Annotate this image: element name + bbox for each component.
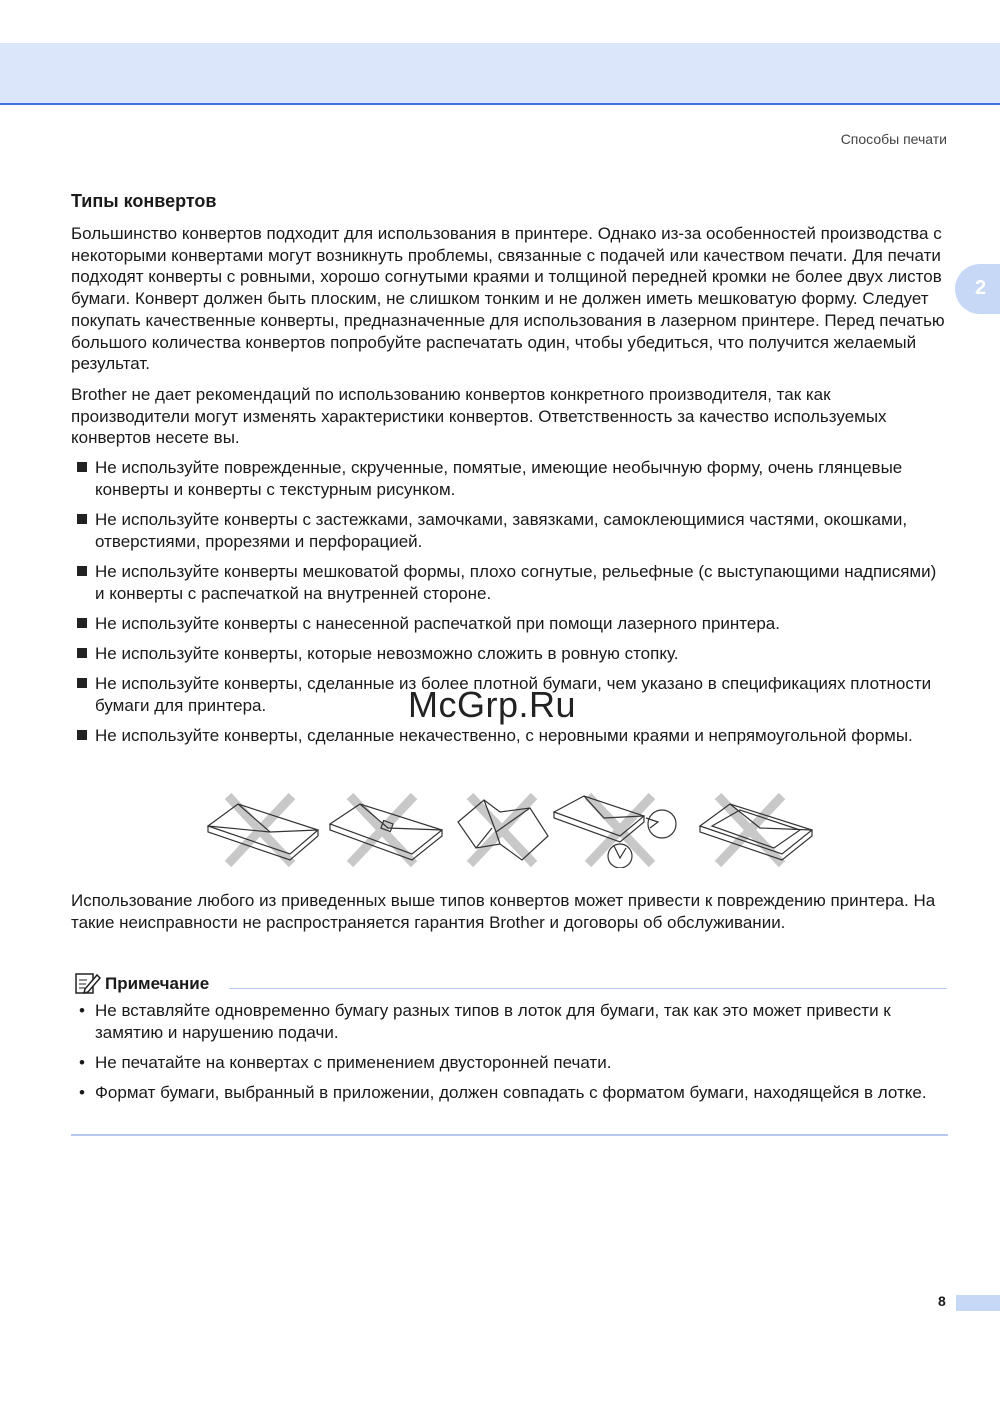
running-head: Способы печати	[840, 131, 947, 147]
chapter-number: 2	[975, 277, 987, 299]
note-end-divider	[71, 1134, 948, 1136]
note-divider	[229, 988, 947, 989]
list-item: Не используйте конверты с нанесенной распечаткой при помощи лазерного принтера.	[71, 613, 949, 635]
note-title: Примечание	[105, 974, 210, 993]
list-item: Не используйте конверты мешковатой формы, плохо согнутые, рельефные (с выступающими надписями) и конверты с распечаткой на внутренней стороне.	[71, 561, 949, 604]
cross-icon	[228, 796, 292, 864]
damage-warning-paragraph: Использование любого из приведенных выше типов конвертов может привести к повреждению принтера. На такие неисправности не распространяется гарантия Brother и договоры об обслуживании.	[71, 891, 936, 932]
unsuitable-envelopes-illustration	[200, 788, 820, 868]
list-item: Не используйте конверты, сделанные некачественно, с неровными краями и непрямоугольной формы.	[71, 725, 949, 747]
watermark: McGrp.Ru	[408, 684, 577, 725]
list-item: Не используйте поврежденные, скрученные, помятые, имеющие необычную форму, очень глянцевые конверты и конверты с текстурным рисунком.	[71, 457, 949, 500]
pencil-note-icon	[73, 971, 101, 995]
cross-icon	[350, 796, 414, 864]
cross-icon	[588, 796, 652, 864]
section-title: Типы конвертов	[71, 191, 217, 211]
brother-paragraph: Brother не дает рекомендаций по использованию конвертов конкретного производителя, так как производители могут изменять характеристики конвертов. Ответственность за качество используемых конвертов несете вы.	[71, 385, 887, 448]
intro-paragraph: Большинство конвертов подходит для использования в принтере. Однако из-за особенностей производства с некоторыми конвертами могут возникнуть проблемы, связанные с подачей или качеством печати. Для печати подходят конверты с ровными, хорошо согнутыми краями и толщиной передней кромки не более двух листов бумаги. Конверт должен быть плоским, не слишком тонким и не должен иметь мешковатую форму. Следует покупать качественные конверты, предназначенные для использования в лазерном принтере. Перед печатью большого количества конвертов попробуйте распечатать один, чтобы убедиться, что получится желаемый результат.	[71, 224, 945, 374]
list-item: • Не вставляйте одновременно бумагу разных типов в лоток для бумаги, так как это может привести к замятию и нарушению подачи.	[71, 1000, 949, 1043]
cross-icon	[470, 796, 534, 864]
list-item: Не используйте конверты, которые невозможно сложить в ровную стопку.	[71, 643, 949, 665]
list-item: Не используйте конверты, сделанные из более плотной бумаги, чем указано в спецификациях плотности бумаги для принтера.	[71, 673, 949, 716]
list-item: • Формат бумаги, выбранный в приложении, должен совпадать с форматом бумаги, находящейся в лотке.	[71, 1082, 949, 1104]
list-item: Не используйте конверты с застежками, замочками, завязками, самоклеющимися частями, окошками, отверстиями, прорезями и перфорацией.	[71, 509, 949, 552]
page-number: 8	[938, 1293, 946, 1309]
list-item: • Не печатайте на конвертах с применением двусторонней печати.	[71, 1052, 949, 1074]
chapter-tab	[955, 264, 1000, 314]
header-band	[0, 43, 1000, 105]
page-tab	[956, 1295, 1000, 1311]
note-list	[71, 1000, 949, 1112]
note-header	[71, 971, 949, 997]
